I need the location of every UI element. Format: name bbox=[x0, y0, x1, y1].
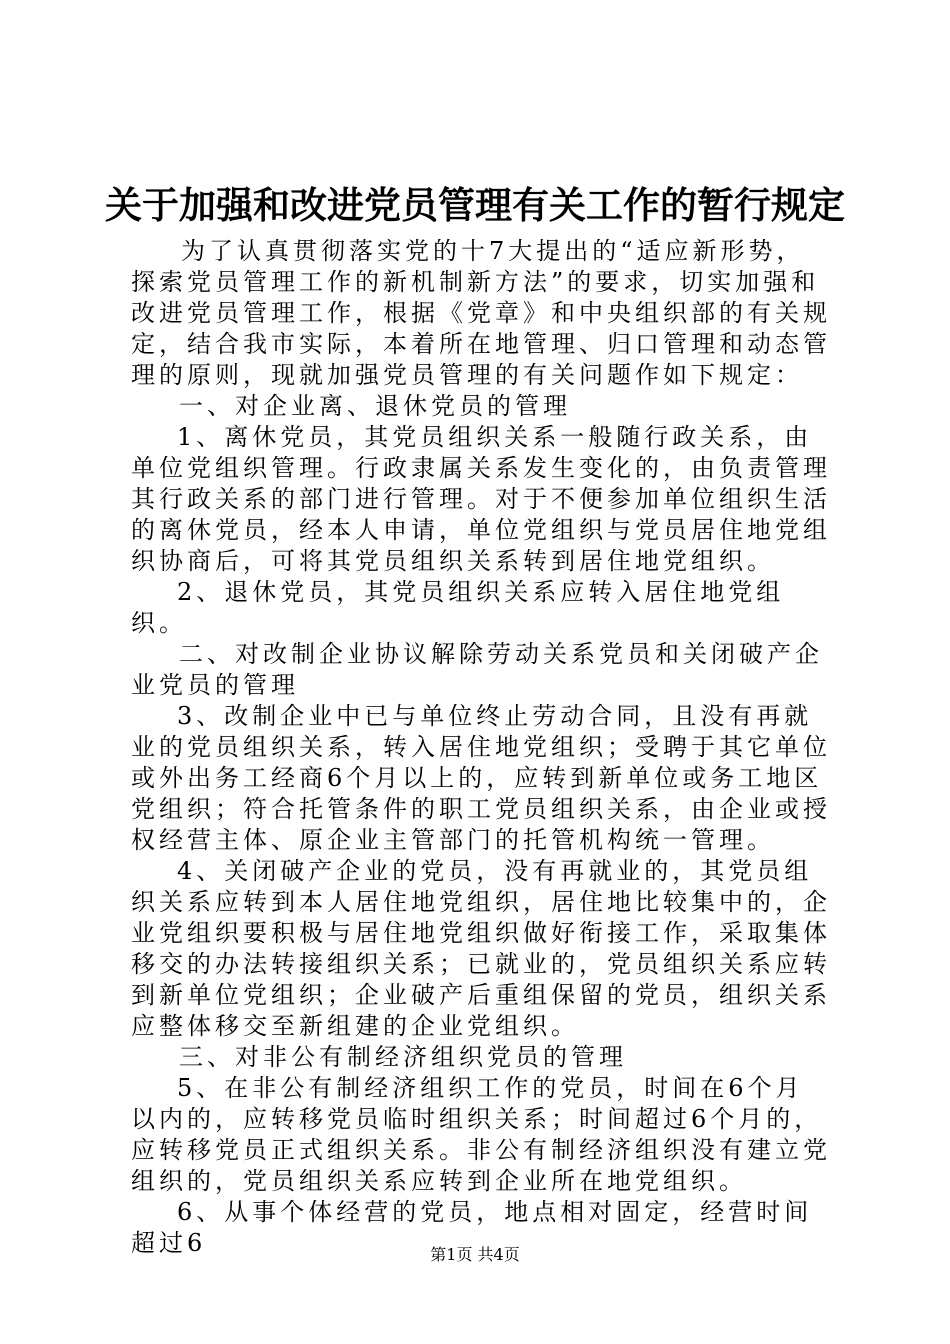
section-heading-2: 二、对改制企业协议解除劳动关系党员和关闭破产企业党员的管理 bbox=[131, 640, 823, 699]
document-body bbox=[131, 236, 831, 1259]
clause-4: 4、关闭破产企业的党员，没有再就业的，其党员组织关系应转到本人居住地党组织，居住地比较集中的，企业党组织要积极与居住地党组织做好衔接工作，采取集体移交的办法转接组织关系；已就业的，党员组织关系应转到新单位党组织；企业破产后重组保留的党员，组织关系应整体移交至新组建的企业党组织。 bbox=[131, 857, 831, 1040]
document-title: 关于加强和改进党员管理有关工作的暂行规定 bbox=[105, 183, 845, 227]
clause-6: 6、从事个体经营的党员，地点相对固定，经营时间超过6 bbox=[131, 1198, 813, 1257]
page-number: 第1页 共4页 bbox=[430, 1245, 520, 1264]
section-heading-1: 一、对企业离、退休党员的管理 bbox=[179, 392, 571, 420]
intro-paragraph: 为了认真贯彻落实党的十7大提出的“适应新形势，探索党员管理工作的新机制新方法”的要求，切实加强和改进党员管理工作，根据《党章》和中央组织部的有关规定，结合我市实际，本着所在地管理、归口管理和动态管理的原则，现就加强党员管理的有关问题作如下规定： bbox=[131, 237, 831, 389]
clause-1: 1、离休党员，其党员组织关系一般随行政关系，由单位党组织管理。行政隶属关系发生变化的，由负责管理其行政关系的部门进行管理。对于不便参加单位组织生活的离休党员，经本人申请，单位党组织与党员居住地党组织协商后，可将其党员组织关系转到居住地党组织。 bbox=[131, 423, 831, 575]
section-heading-3: 三、对非公有制经济组织党员的管理 bbox=[179, 1043, 627, 1071]
clause-3: 3、改制企业中已与单位终止劳动合同，且没有再就业的党员组织关系，转入居住地党组织；受聘于其它单位或外出务工经商6个月以上的，应转到新单位或务工地区党组织；符合托管条件的职工党员组织关系，由企业或授权经营主体、原企业主管部门的托管机构统一管理。 bbox=[131, 702, 831, 854]
clause-5: 5、在非公有制经济组织工作的党员，时间在6个月以内的，应转移党员临时组织关系；时间超过6个月的，应转移党员正式组织关系。非公有制经济组织没有建立党组织的，党员组织关系应转到企业所在地党组织。 bbox=[131, 1074, 831, 1195]
clause-2: 2、退休党员，其党员组织关系应转入居住地党组织。 bbox=[131, 578, 785, 637]
